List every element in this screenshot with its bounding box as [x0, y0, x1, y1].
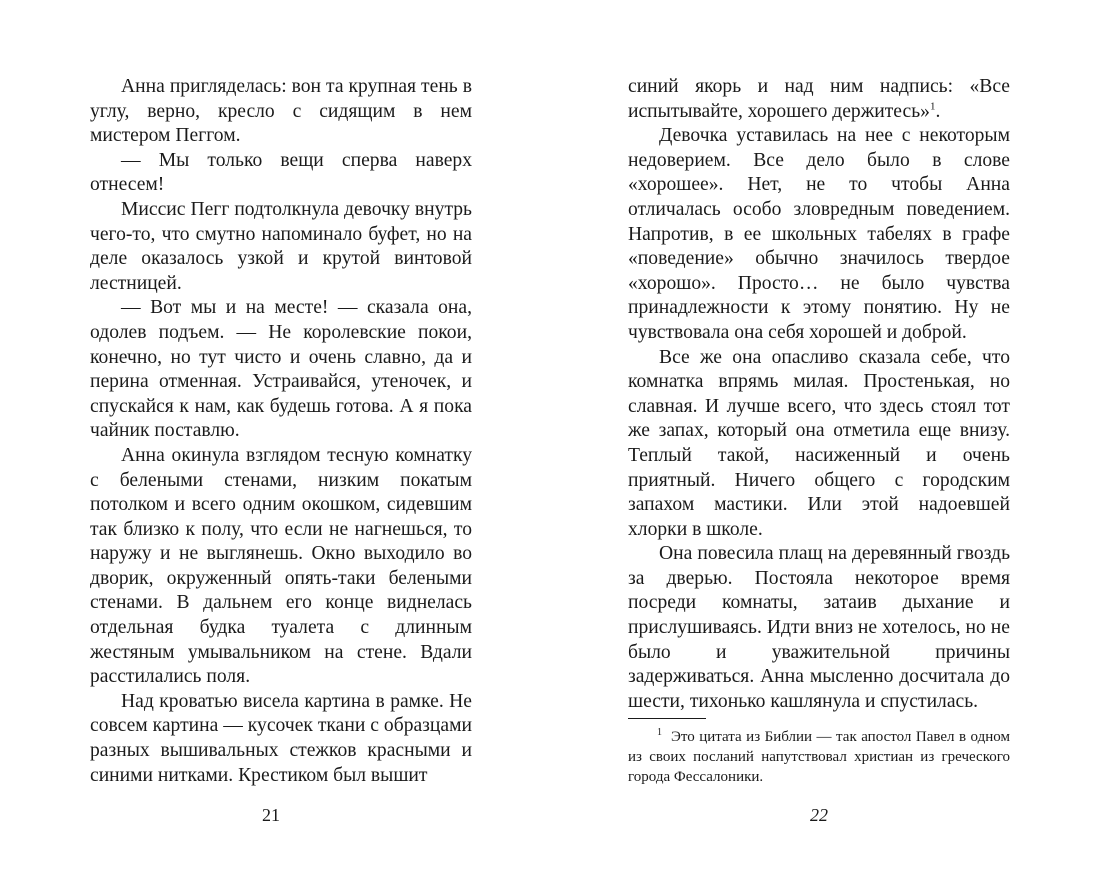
- footnote: [628, 727, 1010, 787]
- footnote-divider: [628, 718, 706, 719]
- paragraph: — Вот мы и на месте! — сказала она, одолев подъем. — Не королевские покои, конечно, но тут чисто и очень славно, да и перина отменная. Устраивайся, утеночек, и спускайся к нам, как будешь готова. А я пока чайник поставлю.: [90, 297, 472, 442]
- paragraph: — Мы только вещи сперва наверх отнесем!: [90, 149, 472, 196]
- paragraph: Анна окинула взглядом тесную комнатку с белеными стенами, низким покатым потолком и всего одним окошком, сидевшим так близко к полу, что если не нагнешься, то наружу и не выглянешь. Окно выходило во дворик, окруженный опять-таки белеными стенами. В дальнем его конце виднелась отдельная будка туалета с длинным жестяным умывальником на стене. Вдали расстилались поля.: [90, 444, 472, 688]
- right-page: [550, 0, 1100, 874]
- continued-paragraph-end: .: [935, 100, 941, 122]
- page-number: 22: [810, 805, 828, 825]
- paragraph: Все же она опасливо сказала себе, что комнатка впрямь милая. Простенькая, но славная. И лучше всего, что здесь стоял тот же запах, который она отметила еще внизу. Теплый такой, насиженный и очень приятный. Ничего общего с городским запахом мастики. Или этой надоевшей хлорки в школе.: [628, 346, 1010, 540]
- paragraph: Миссис Пегг подтолкнула девочку внутрь чего-то, что смутно напоминало буфет, но на деле оказалось узкой и крутой винтовой лестницей.: [90, 198, 472, 294]
- footnote-number: 1: [657, 727, 662, 738]
- right-page-text: [628, 75, 1010, 714]
- paragraph: Анна пригляделась: вон та крупная тень в углу, верно, кресло с сидящим в нем мистером Пеггом.: [90, 76, 472, 147]
- continued-paragraph: [628, 75, 1010, 124]
- paragraph: Девочка уставилась на нее с некоторым недоверием. Все дело было в слове «хорошее». Нет, не то чтобы Анна отличалась особо зловредным поведением. Напротив, в ее школьных табелях в графе «поведение» обычно значилось твердое «хорошо». Просто… не было чувства принадлежности к этому понятию. Ну не чувствовала она себя хорошей и доброй.: [628, 125, 1010, 343]
- footnote-marker[interactable]: 1: [929, 100, 936, 113]
- page-number: 21: [262, 805, 280, 825]
- left-page-text: [90, 75, 472, 788]
- footnote-text: Это цитата из Библии — так апостол Павел в одном из своих посланий напутствовал христиан из греческого города Фессалоники.: [628, 729, 1010, 785]
- paragraph: Она повесила плащ на деревянный гвоздь за дверью. Постояла некоторое время посреди комнаты, затаив дыхание и прислушиваясь. Идти вниз не хотелось, но не было и уважительной причины задерживаться. Анна мысленно досчитала до шести, тихонько кашлянула и спустилась.: [628, 543, 1010, 712]
- paragraph: Над кроватью висела картина в рамке. Не совсем картина — кусочек ткани с образцами разных вышивальных стежков красными и синими нитками. Крестиком был вышит: [90, 690, 472, 786]
- continued-paragraph-text: синий якорь и над ним надпись: «Все испытывайте, хорошего держитесь»: [628, 76, 1010, 122]
